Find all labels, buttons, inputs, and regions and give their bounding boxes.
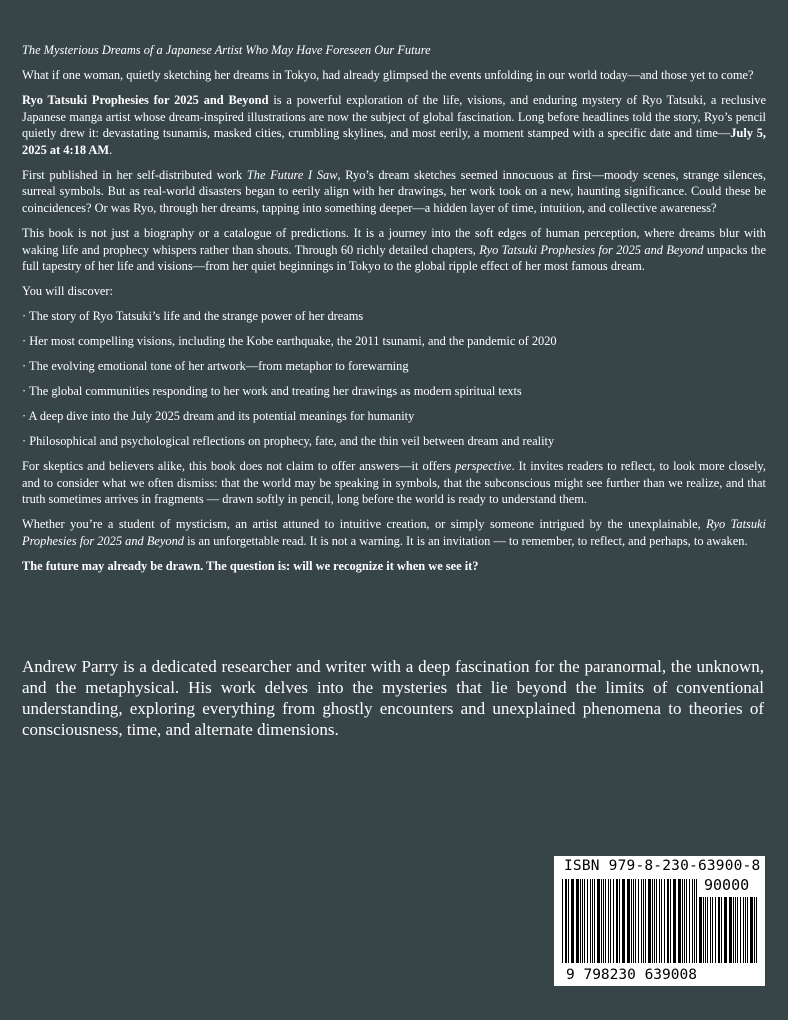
list-item: · The global communities responding to her work and treating her drawings as modern spiritual texts	[22, 384, 522, 399]
barcode-bar	[638, 879, 639, 963]
barcode-bar	[633, 879, 634, 963]
list-item: · Her most compelling visions, including the Kobe earthquake, the 2011 tsunami, and the pandemic of 2020	[22, 334, 557, 349]
prophecy-date: July 5, 2025 at 4:18 AM	[22, 126, 766, 157]
barcode-bar	[601, 879, 602, 963]
barcode-bar	[692, 879, 693, 963]
barcode-bar	[661, 879, 662, 963]
barcode-bar	[694, 879, 695, 963]
tagline: The Mysterious Dreams of a Japanese Artist Who May Have Foreseen Our Future	[22, 43, 431, 57]
closing-line: The future may already be drawn. The question is: will we recognize it when we see it?	[22, 558, 479, 573]
barcode-bar	[627, 879, 630, 963]
barcode-bar	[576, 879, 579, 963]
barcode-bar	[750, 897, 753, 963]
barcode-bar	[635, 879, 636, 963]
barcode-bar	[745, 897, 746, 963]
barcode-bar	[597, 879, 600, 963]
list-item: · The evolving emotional tone of her artwork—from metaphor to forewarning	[22, 359, 409, 374]
barcode-bar	[684, 879, 685, 963]
barcode-bar	[605, 879, 606, 963]
barcode-bar	[696, 879, 697, 963]
isbn-barcode	[554, 856, 765, 986]
discover-heading: You will discover:	[22, 284, 113, 299]
barcode-bar	[619, 879, 620, 963]
list-item: · A deep dive into the July 2025 dream and its potential meanings for humanity	[22, 409, 415, 423]
barcode-bar	[568, 879, 569, 963]
barcode-bar	[659, 879, 660, 963]
barcode-bar	[608, 879, 609, 963]
barcode-bar	[682, 879, 683, 963]
barcode-bar	[710, 897, 711, 963]
barcode-bar	[641, 879, 642, 963]
journey-paragraph: This book is not just a biography or a catalogue of predictions. It is a journey into the soft edges of human perception, where dreams blur with waking life and prophecy whispers rather than shouts. Through 60 richly detailed chapters, Ryo Tatsuki Prophesies for 2025 and Beyond unpacks the full tapestry of her life and visions—from her quiet beginnings in Tokyo to the global ripple effect of her most famous dream.	[22, 225, 766, 274]
barcode-bar	[648, 879, 651, 963]
barcode-bar	[667, 879, 669, 963]
isbn-label: ISBN 979-8-230-63900-8	[564, 858, 761, 874]
barcode-bar	[592, 879, 593, 963]
work-title: The Future I Saw	[246, 167, 338, 182]
author-bio: Andrew Parry is a dedicated researcher and writer with a deep fascination for the paranormal, the unknown, and the metaphysical. His work delves into the mysteries that lie beyond the limits of conventional understanding, exploring everything from ghostly encounters and unexplained phenomena to theories of consciousness, time, and alternate dimensions.	[22, 657, 764, 739]
barcode-bar	[664, 879, 665, 963]
barcode-bar	[712, 897, 713, 963]
barcode-bar	[747, 897, 748, 963]
audience-paragraph: Whether you’re a student of mysticism, an artist attuned to intuitive creation, or simply someone intrigued by the unexplainable, Ryo Tatsuki Prophesies for 2025 and Beyond is an unforgettable read. It is not a warning. It is an invitation — to remember, to reflect, and perhaps, to awaken.	[22, 517, 766, 548]
publication-paragraph: First published in her self-distributed work The Future I Saw, Ryo’s dream sketches seemed innocuous at first—moody scenes, strange silences, surreal symbols. But as real-world disasters began to eerily align with her drawings, her work took on a new, haunting significance. Could these be coincidences? Or was Ryo, through her dreams, tapping into something deeper—a hidden layer of time, intuition, and collective awareness?	[22, 167, 766, 215]
back-cover-blurb	[22, 42, 766, 583]
barcode-bar	[654, 879, 655, 963]
barcode-bar	[610, 879, 611, 963]
barcode-bar	[724, 897, 727, 963]
barcode-bar	[743, 897, 744, 963]
perspective-paragraph: For skeptics and believers alike, this book does not claim to offer answers—it offers perspective. It invites readers to reflect, to look more closely, and to consider what we often dismiss: that the world may be speaking in symbols, that the subconscious might see further than we realize, and that truth sometimes arrives in fragments — drawn softly in pencil, long before the world is ready to understand them.	[22, 458, 766, 507]
barcode-bar	[737, 897, 738, 963]
barcode-bar	[656, 879, 657, 963]
barcode-bar	[643, 879, 644, 963]
barcode-bar	[652, 879, 653, 963]
barcode-bar	[580, 879, 581, 963]
barcode-bar	[670, 879, 671, 963]
barcode-bar	[721, 897, 722, 963]
barcode-bar	[616, 879, 618, 963]
barcode-digits: 9 798230 639008	[566, 967, 697, 983]
barcode-bar	[582, 879, 583, 963]
barcode-bar	[729, 897, 732, 963]
price-code: 90000	[704, 876, 750, 894]
barcode-bar	[703, 897, 704, 963]
barcode-bar	[584, 879, 585, 963]
barcode-bar	[705, 897, 706, 963]
barcode-bar	[622, 879, 625, 963]
barcode-bar	[631, 879, 632, 963]
list-item: · Philosophical and psychological reflections on prophecy, fate, and the thin veil between dream and reality	[22, 433, 555, 448]
barcode-bar	[590, 879, 591, 963]
barcode-bar	[613, 879, 614, 963]
barcode-bar	[754, 897, 755, 963]
barcode-bar	[571, 879, 574, 963]
barcode-bar	[645, 879, 646, 963]
list-item: · The story of Ryo Tatsuki’s life and the strange power of her dreams	[22, 309, 364, 324]
barcode-bar	[735, 897, 736, 963]
barcode-bar	[740, 897, 741, 963]
barcode-bar	[673, 879, 676, 963]
barcode-bar	[565, 879, 567, 963]
barcode-bar	[678, 879, 681, 963]
barcode-bar	[562, 879, 563, 963]
barcode-bar	[699, 897, 702, 963]
barcode-bar	[733, 897, 734, 963]
barcode-bar	[686, 879, 687, 963]
barcode-bar	[707, 897, 708, 963]
barcode-bar	[756, 897, 757, 963]
barcode-bar	[715, 897, 716, 963]
barcode-bar	[718, 897, 720, 963]
intro-paragraph: What if one woman, quietly sketching her dreams in Tokyo, had already glimpsed the events unfolding in our world today—and those yet to come?	[22, 67, 754, 82]
barcode-bar	[603, 879, 604, 963]
book-title: Ryo Tatsuki Prophesies for 2025 and Beyond	[22, 92, 269, 107]
barcode-bar	[689, 879, 690, 963]
barcode-bar	[587, 879, 588, 963]
barcode-bar	[594, 879, 595, 963]
summary-paragraph: Ryo Tatsuki Prophesies for 2025 and Beyond is a powerful exploration of the life, visions, and enduring mystery of Ryo Tatsuki, a reclusive Japanese manga artist whose dream-inspired illustrations are now the subject of global fascination. Long before headlines told the story, Ryo’s pencil quietly drew it: devastating tsunamis, masked cities, crumbling skylines, and most eerily, a moment stamped with a specific date and time—July 5, 2025 at 4:18 AM.	[22, 92, 766, 157]
